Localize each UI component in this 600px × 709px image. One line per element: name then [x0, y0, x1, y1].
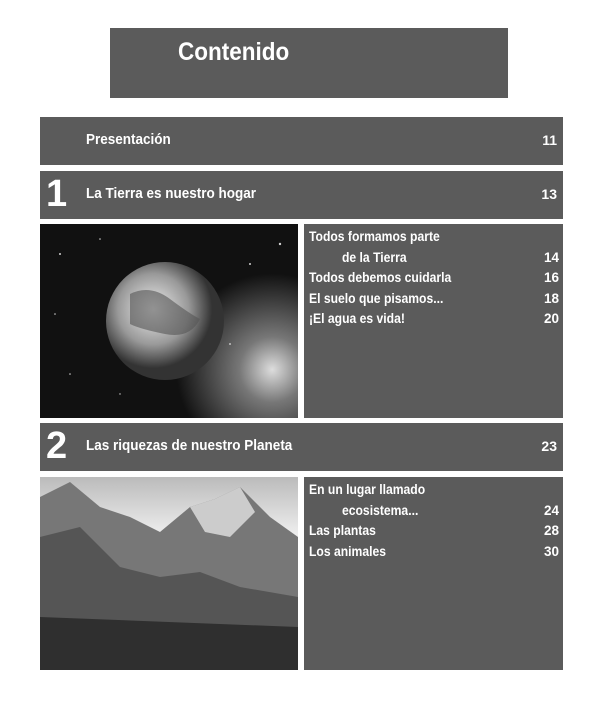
- chapter-1-list: [304, 224, 563, 418]
- chapter-2-header[interactable]: [40, 423, 563, 471]
- toc-item[interactable]: Los animales 30: [309, 543, 559, 559]
- chapter-number: 2: [46, 425, 68, 467]
- chapter-page: 23: [541, 438, 557, 454]
- mountain-image: [40, 477, 298, 670]
- toc-item-cont[interactable]: ecosistema... 24: [342, 502, 559, 518]
- title-box: [110, 28, 508, 98]
- toc-item[interactable]: En un lugar llamado: [309, 482, 426, 497]
- mountain-illustration: [40, 477, 298, 670]
- earth-image: [40, 224, 298, 418]
- toc-item[interactable]: Todos formamos parte: [309, 229, 440, 244]
- chapter-title: La Tierra es nuestro hogar: [86, 185, 257, 202]
- toc-item[interactable]: Las plantas 28: [309, 523, 559, 538]
- earth-illustration: [40, 224, 298, 418]
- chapter-1-header[interactable]: [40, 171, 563, 219]
- toc-item[interactable]: El suelo que pisamos... 18: [309, 290, 559, 306]
- entry-page: 11: [542, 132, 557, 148]
- chapter-page: 13: [541, 186, 557, 202]
- toc-item[interactable]: Todos debemos cuidarla 16: [309, 270, 559, 285]
- toc-entry-presentacion[interactable]: [40, 117, 563, 165]
- page-title: Contenido: [178, 38, 290, 66]
- toc-item-cont[interactable]: de la Tierra 14: [342, 249, 559, 265]
- toc-item[interactable]: ¡El agua es vida! 20: [309, 311, 559, 326]
- entry-label: Presentación: [86, 131, 171, 148]
- chapter-2-list: [304, 477, 563, 670]
- chapter-number: 1: [46, 173, 68, 215]
- chapter-title: Las riquezas de nuestro Planeta: [86, 437, 293, 454]
